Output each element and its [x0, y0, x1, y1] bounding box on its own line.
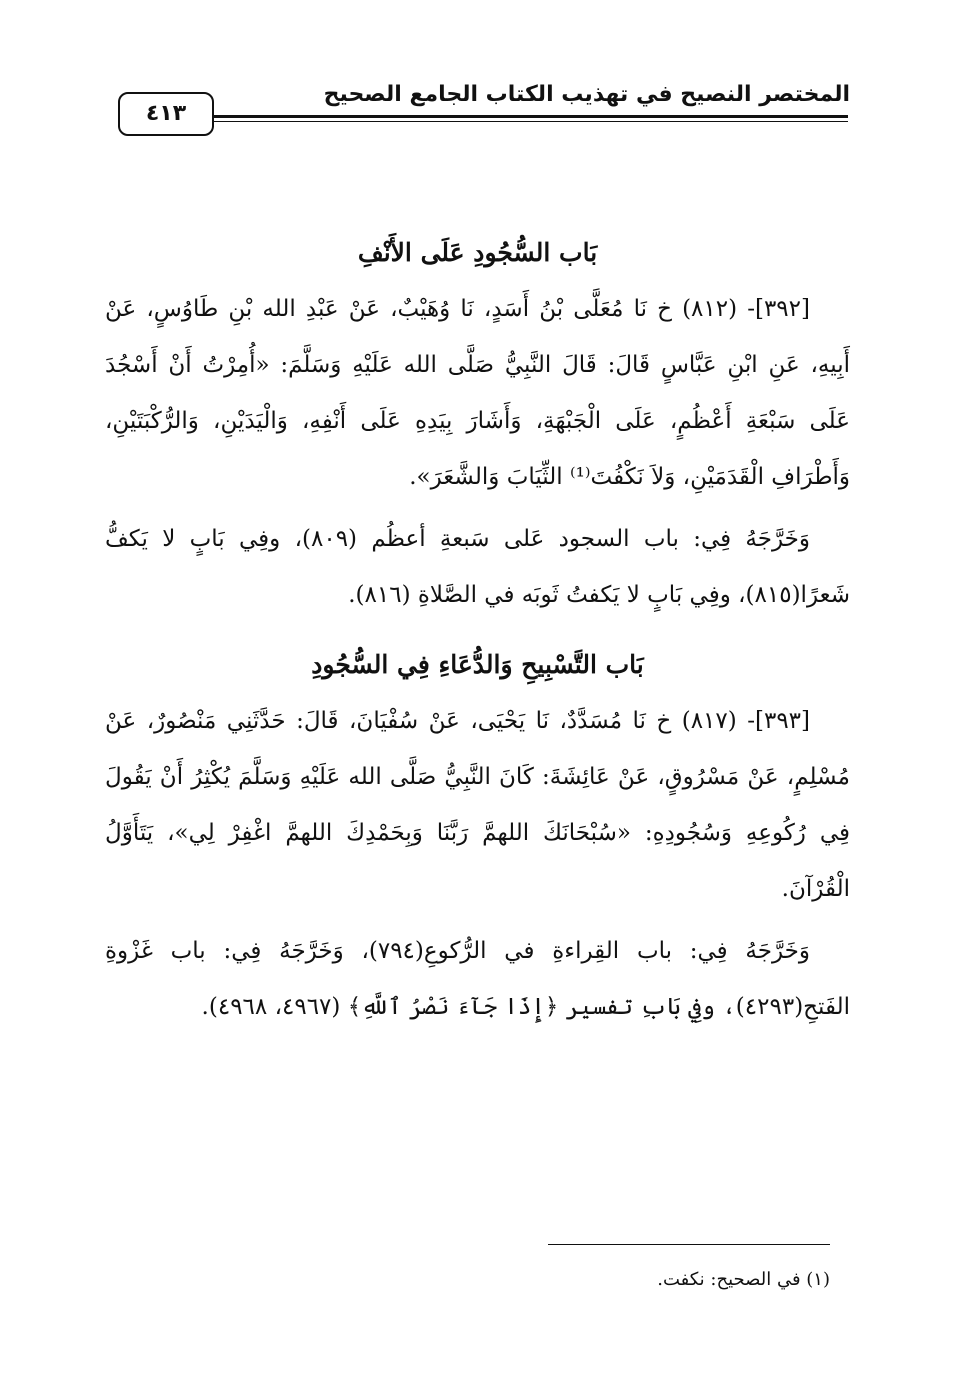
page-body [105, 225, 850, 1035]
header-rule-thin [214, 121, 848, 122]
hadith-paragraph: [٣٩٢]- (٨١٢) خ نَا مُعَلَّى بْنُ أَسَدٍ، نَا وُهَيْبٌ، عَنْ عَبْدِ الله بْنِ طَاوُسٍ، عَنْ أَبِيهِ، عَنِ ابْنِ عَبَّاسٍ قَالَ: قَالَ النَّبِيُّ صَلَّى الله عَلَيْهِ وَسَلَّمَ: «أُمِرْتُ أَنْ أَسْجُدَ عَلَى سَبْعَةِ أَعْظُمٍ، عَلَى الْجَبْهَةِ، وَأَشَارَ بِيَدِهِ عَلَى أَنْفِهِ، وَالْيَدَيْنِ، وَالرُّكْبَتَيْنِ، وَأَطْرَافِ الْقَدَمَيْنِ، وَلاَ نَكْفُتَ⁽¹⁾ الثِّيَابَ وَالشَّعَرَ». [105, 296, 850, 490]
chapter-title: بَاب السُّجُودِ عَلَى الأَنْفِ [357, 238, 598, 267]
takhrij-paragraph: وَخَرَّجَهُ فِي: باب السجود عَلى سَبعةِ أعظُم (٨٠٩)، وفِي بَابٍ لا يَكفُّ شَعرًا(٨١٥)، وفِي بَابٍ لا يَكفتُ ثَوبَه في الصَّلاةِ (٨١٦). [105, 526, 850, 608]
footnote: (١) في الصحيح: نكفت. [657, 1269, 830, 1290]
page-number: ٤١٣ [118, 92, 214, 136]
header-rule [214, 115, 848, 118]
footnote-rule [548, 1244, 830, 1245]
takhrij-paragraph: وَخَرَّجَهُ فِي: باب القِراءةِ في الرُّكوعِ(٧٩٤)، وَخَرَّجَهُ فِي: باب غَزْوةِ الفَتحِ(٤٢٩٣)، وفِي بَابِ تفسير ﴿إِذَا جَآءَ نَصْرُ ٱللَّهِ﴾ (٤٩٦٧، ٤٩٦٨). [105, 938, 850, 1020]
hadith-paragraph: [٣٩٣]- (٨١٧) خ نَا مُسَدَّدٌ، نَا يَحْيَى، عَنْ سُفْيَانَ، قَالَ: حَدَّثَنِي مَنْصُورٌ، عَنْ مُسْلِمٍ، عَنْ مَسْرُوقٍ، عَنْ عَائِشَةَ: كَانَ النَّبِيُّ صَلَّى الله عَلَيْهِ وَسَلَّمَ يُكْثِرُ أَنْ يَقُولَ فِي رُكُوعِهِ وَسُجُودِهِ: «سُبْحَانَكَ اللهمَّ رَبَّنَا وَبِحَمْدِكَ اللهمَّ اغْفِرْ لِي»، يَتَأَوَّلُ الْقُرْآنَ. [105, 708, 850, 902]
running-header-title: المختصر النصيح في تهذيب الكتاب الجامع الصحيح [323, 82, 850, 107]
chapter-title: بَاب التَّسْبِيحِ وَالدُّعَاءِ فِي السُّجُودِ [311, 650, 644, 679]
